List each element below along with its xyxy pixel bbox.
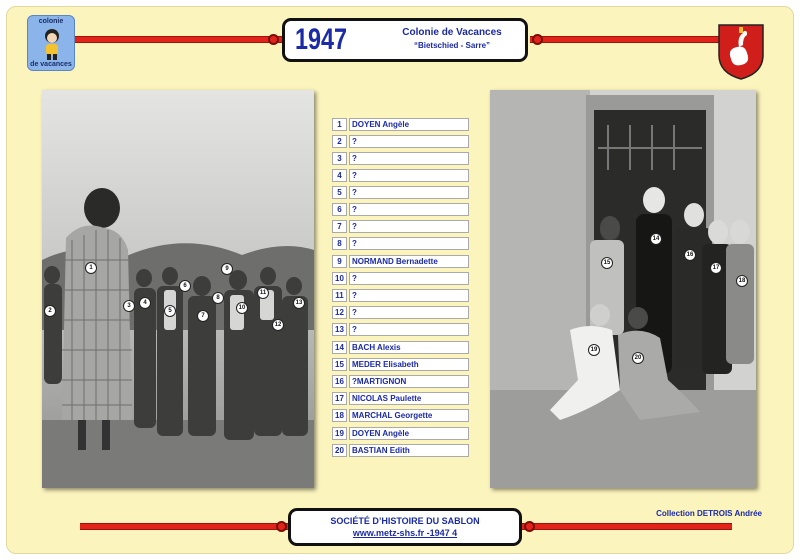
list-item: 9 NORMAND Bernadette (332, 255, 469, 268)
top-right-rail (530, 36, 720, 43)
group-photo-children (42, 90, 314, 488)
person-marker: 13 (293, 297, 305, 309)
list-item: 19 DOYEN Angèle (332, 427, 469, 440)
title-box (282, 18, 528, 62)
collection-credit: Collection DETROIS Andrée (656, 509, 762, 518)
footer-box (288, 508, 522, 546)
rail-dot (532, 34, 543, 45)
group-photo-doorway (490, 90, 756, 488)
list-item: 7 ? (332, 220, 469, 233)
child-mascot-icon (38, 27, 66, 61)
list-item: 12 ? (332, 306, 469, 319)
list-item: 10 ? (332, 272, 469, 285)
person-marker: 4 (139, 297, 151, 309)
top-left-rail (70, 36, 282, 43)
bottom-right-rail (522, 523, 732, 530)
person-marker: 18 (736, 275, 748, 287)
colonie-logo (27, 15, 75, 71)
rail-dot (268, 34, 279, 45)
year-label: 1947 (295, 23, 348, 56)
person-marker: 19 (588, 344, 600, 356)
list-item: 3 ? (332, 152, 469, 165)
list-item: 4 ? (332, 169, 469, 182)
person-marker: 9 (221, 263, 233, 275)
website-link[interactable]: www.metz-shs.fr -1947 4 (352, 528, 458, 538)
person-marker: 20 (632, 352, 644, 364)
page-subtitle: “Bietschied - Sarre” (413, 41, 491, 50)
rail-dot (276, 521, 287, 532)
person-marker: 16 (684, 249, 696, 261)
coat-of-arms-icon (717, 23, 765, 81)
person-marker: 1 (85, 262, 97, 274)
rail-dot (524, 521, 535, 532)
person-marker: 11 (257, 287, 269, 299)
person-marker: 14 (650, 233, 662, 245)
list-item: 13 ? (332, 323, 469, 336)
list-item: 2 ? (332, 135, 469, 148)
list-item: 18 MARCHAL Georgette (332, 409, 469, 422)
person-marker: 15 (601, 257, 613, 269)
list-item: 15 MEDER Elisabeth (332, 358, 469, 371)
person-marker: 5 (164, 305, 176, 317)
person-marker: 10 (236, 302, 248, 314)
list-item: 20 BASTIAN Edith (332, 444, 469, 457)
list-item: 16 ?MARTIGNON (332, 375, 469, 388)
person-marker: 7 (197, 310, 209, 322)
logo-top-text: colonie (38, 18, 64, 25)
person-marker: 2 (44, 305, 56, 317)
person-marker: 3 (123, 300, 135, 312)
person-marker: 12 (272, 319, 284, 331)
person-marker: 6 (179, 280, 191, 292)
person-marker: 17 (710, 262, 722, 274)
logo-bottom-text: de vacances (30, 61, 72, 68)
list-item: 14 BACH Alexis (332, 341, 469, 354)
page-title: Colonie de Vacances (402, 27, 502, 38)
person-marker: 8 (212, 292, 224, 304)
list-item: 1 DOYEN Angèle (332, 118, 469, 131)
list-item: 17 NICOLAS Paulette (332, 392, 469, 405)
society-name: SOCIÉTÉ D’HISTOIRE DU SABLON (330, 516, 480, 526)
list-item: 6 ? (332, 203, 469, 216)
bottom-left-rail (80, 523, 290, 530)
list-item: 5 ? (332, 186, 469, 199)
list-item: 11 ? (332, 289, 469, 302)
list-item: 8 ? (332, 237, 469, 250)
